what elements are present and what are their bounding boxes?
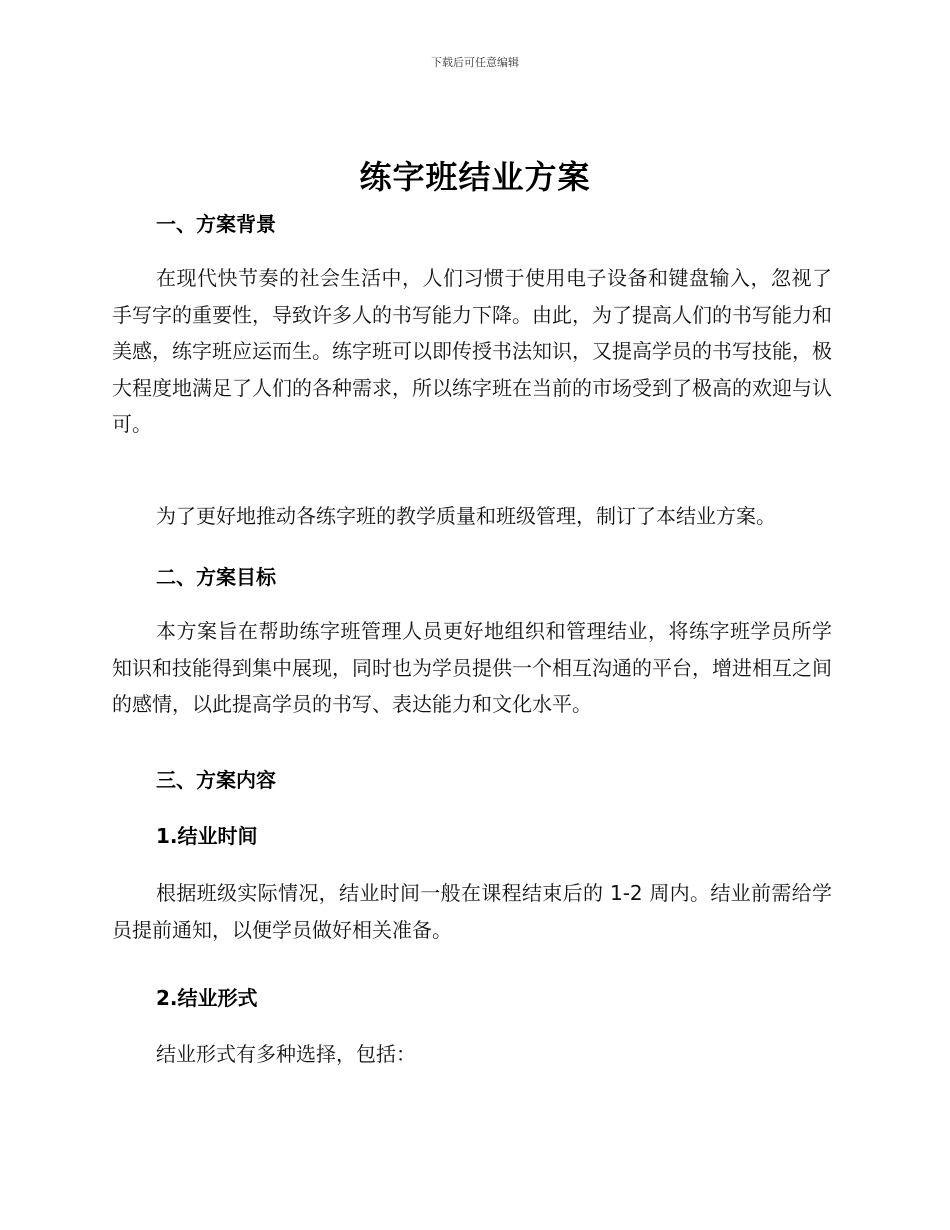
paragraph-text: 根据班级实际情况，结业时间一般在课程结束后的 1-2 周内。结业前需给学员提前通知，以便学员做好相关准备。 xyxy=(112,881,832,942)
paragraph-background xyxy=(112,260,832,443)
section-heading-goals: 二、方案目标 xyxy=(156,565,276,589)
header-note: 下载后可任意编辑 xyxy=(431,56,519,69)
paragraph-time xyxy=(112,875,832,948)
paragraph-text: 结业形式有多种选择，包括： xyxy=(156,1042,416,1066)
paragraph-text: 本方案旨在帮助练字班管理人员更好地组织和管理结业，将练字班学员所学知识和技能得到集中展现，同时也为学员提供一个相互沟通的平台，增进相互之间的感情，以此提高学员的书写、表达能力和文化水平。 xyxy=(112,619,832,716)
document-title: 练字班结业方案 xyxy=(359,158,591,196)
subsection-heading-form: 2.结业形式 xyxy=(156,986,258,1010)
paragraph-text: 为了更好地推动各练字班的教学质量和班级管理，制订了本结业方案。 xyxy=(156,504,776,528)
section-heading-background: 一、方案背景 xyxy=(156,212,276,236)
section-heading-content: 三、方案内容 xyxy=(156,768,276,792)
paragraph-text: 在现代快节奏的社会生活中，人们习惯于使用电子设备和键盘输入，忽视了手写字的重要性，导致许多人的书写能力下降。由此，为了提高人们的书写能力和美感，练字班应运而生。练字班可以即传授书法知识，又提高学员的书写技能，极大程度地满足了人们的各种需求，所以练字班在当前的市场受到了极高的欢迎与认可。 xyxy=(112,266,832,436)
paragraph-purpose xyxy=(112,498,832,535)
paragraph-form xyxy=(112,1036,832,1073)
paragraph-goals xyxy=(112,613,832,723)
subsection-heading-time: 1.结业时间 xyxy=(156,824,258,848)
